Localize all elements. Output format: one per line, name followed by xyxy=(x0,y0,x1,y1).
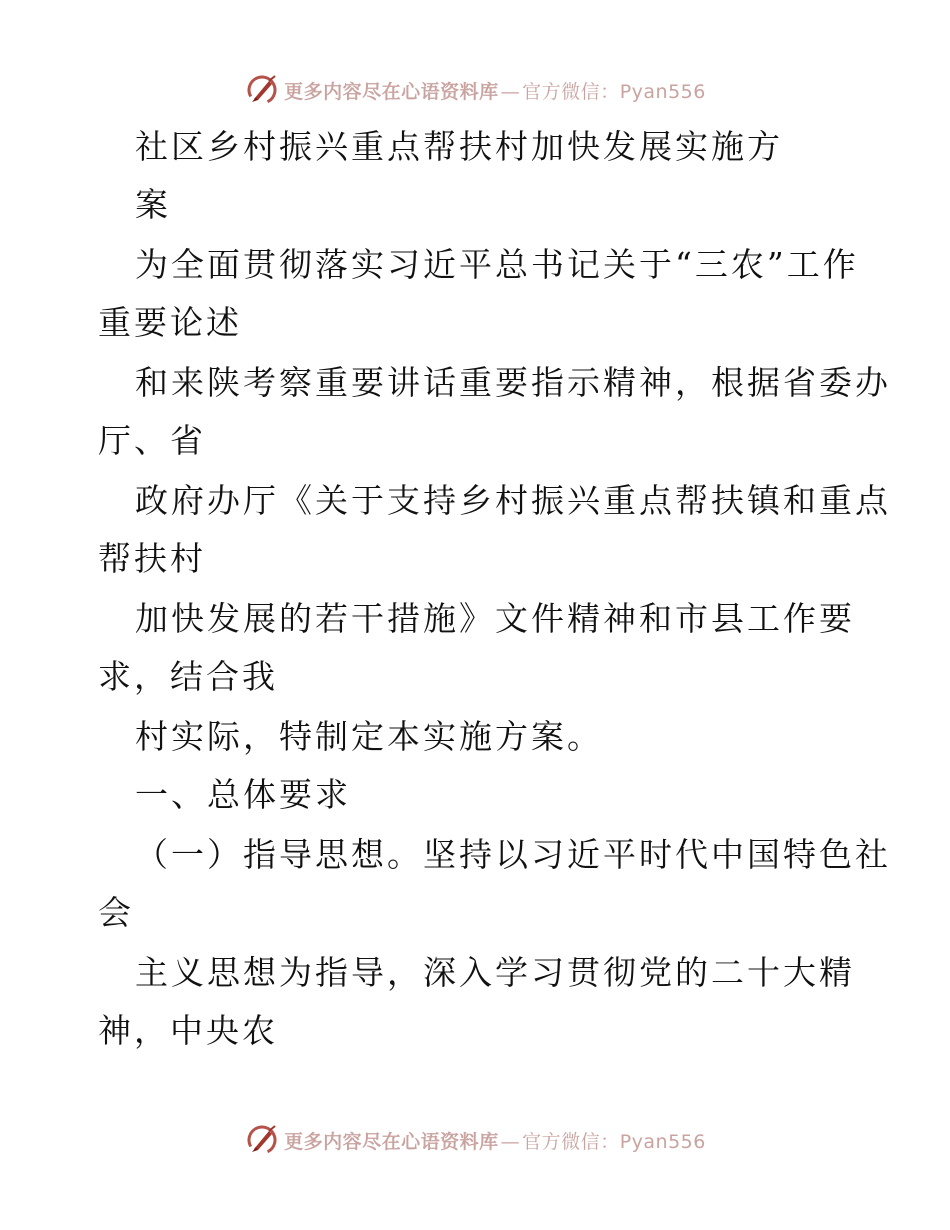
paragraph-line: 帮扶村 xyxy=(98,539,206,578)
paragraph-line: 重要论述 xyxy=(98,303,242,342)
banner-wechat-id: Pyan556 xyxy=(619,1130,706,1153)
banner-main-text: 更多内容尽在心语资料库 xyxy=(284,1130,499,1153)
banner-dash: — xyxy=(500,80,521,103)
banner-contact-label: 官方微信： xyxy=(522,1130,620,1153)
footer-banner-content xyxy=(244,1122,706,1158)
banner-contact-label: 官方微信： xyxy=(522,80,620,103)
banner-main-text: 更多内容尽在心语资料库 xyxy=(284,80,499,103)
paragraph-line: 求，结合我 xyxy=(98,657,278,696)
paragraph-line: 村实际，特制定本实施方案。 xyxy=(135,717,603,756)
paragraph-line: 政府办厅《关于支持乡村振兴重点帮扶镇和重点 xyxy=(135,481,891,520)
paragraph-line: 为全面贯彻落实习近平总书记关于“三农”工作 xyxy=(135,245,859,284)
quill-pen-logo-icon xyxy=(244,72,280,108)
section-heading: 一、总体要求 xyxy=(135,775,351,814)
document-title-line-2: 案 xyxy=(135,185,171,224)
quill-pen-logo-icon xyxy=(244,1122,280,1158)
header-banner xyxy=(0,70,950,110)
banner-wechat-id: Pyan556 xyxy=(619,80,706,103)
banner-dash: — xyxy=(500,1130,521,1153)
paragraph-line: 厅、省 xyxy=(98,421,206,460)
header-banner-text xyxy=(284,77,706,104)
paragraph-line: 和来陕考察重要讲话重要指示精神，根据省委办 xyxy=(135,363,891,402)
paragraph-line: 会 xyxy=(98,893,134,932)
footer-banner xyxy=(0,1120,950,1160)
document-title-line-1: 社区乡村振兴重点帮扶村加快发展实施方 xyxy=(135,127,783,166)
paragraph-line: 加快发展的若干措施》文件精神和市县工作要 xyxy=(135,599,855,638)
footer-banner-text xyxy=(284,1127,706,1154)
header-banner-content xyxy=(244,72,706,108)
paragraph-line: （一）指导思想。坚持以习近平时代中国特色社 xyxy=(135,835,891,874)
paragraph-line: 神，中央农 xyxy=(98,1011,278,1050)
paragraph-line: 主义思想为指导，深入学习贯彻党的二十大精 xyxy=(135,953,855,992)
